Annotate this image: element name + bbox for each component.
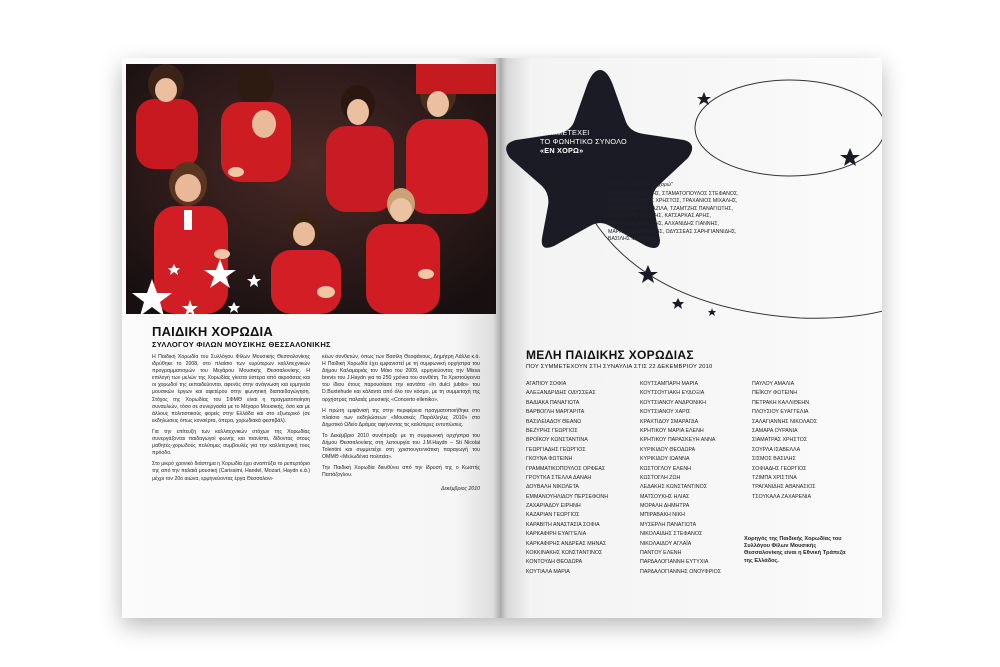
member-name: ΒΑΡΒΟΓΛΗ ΜΑΡΓΑΡΙΤΑ xyxy=(526,409,585,416)
member-name: ΚΟΥΤΣΟΥΓΙΑΚΗ ΕΥΔΟΞΙΑ xyxy=(640,390,705,397)
member-name: ΠΑΡΔΑΛΟΓΙΑΝΝΗΣ ΟΝΟΥΦΡΙΟΣ xyxy=(640,568,722,575)
ensemble-line: ΠΕΤΑΛΙΔΗΣ ΑΝΕΣΤΗΣ, ΑΛΧΑΝΙΔΗΣ ΓΙΑΝΝΗΣ, xyxy=(608,220,720,227)
member-name: ΤΣΟΥΚΑΛΑ ΖΑΧΑΡΕΝΙΑ xyxy=(752,493,812,500)
ensemble-line: ΒΑΣΙΛΗΣ ΜΕΕΙΤΙΔΗΣ xyxy=(608,236,660,243)
paragraph: Η πρώτη εμφάνισή της στην περιφέρεια πραγματοποιήθηκε στο πλαίσιο των εκδηλώσεων «Μουσικές Παράλληλες 2010» στο Δημοτικό Ωδείο Δράμας αφήνοντας τις καλύτερες εντυπώσεις. xyxy=(322,407,480,428)
member-name: ΣΙΣΜΟΣ ΒΑΣΙΛΗΣ xyxy=(752,456,796,463)
member-name: ΒΑΔΙΑΚΑ ΠΑΝΑΓΙΩΤΑ xyxy=(526,399,580,406)
member-name: ΚΟΥΤΣΙΑΝΟΥ ΑΝΔΡΟΝΙΚΗ xyxy=(640,399,706,406)
members-title: ΜΕΛΗ ΠΑΙΔΙΚΗΣ ΧΟΡΩΔΙΑΣ xyxy=(526,348,694,362)
member-name: ΤΡΑΓΑΝΙΔΗΣ ΑΘΑΝΑΣΙΟΣ xyxy=(752,484,816,491)
ensemble-heading-line: ΤΟ ΦΩΝΗΤΙΚΟ ΣΥΝΟΛΟ xyxy=(540,137,627,146)
member-name: ΣΑΜΑΡΑ ΟΥΡΑΝΙΑ xyxy=(752,427,798,434)
member-name: ΠΕΤΡΑΚΗ ΚΑΛΛΙΘΕΗΝ xyxy=(752,399,810,406)
sponsor-note: Χορηγός της Παιδικής Χορωδίας του Συλλόγου Φίλων Μουσικής Θεσσαλονίκης είναι η Εθνική Τράπεζα της Ελλάδος. xyxy=(744,536,846,564)
member-name: ΠΑΥΛΟΥ ΑΜΑΛΙΑ xyxy=(752,381,795,387)
member-name: ΠΕΪΚΟΥ ΦΩΤΕΙΝΗ xyxy=(752,390,798,397)
member-name: ΒΑΣΙΛΕΙΑΔΟΥ ΘΕΑΝΩ xyxy=(526,418,582,425)
member-name: ΜΠΙΡΑΒΑΚΗ ΝΙΚΗ xyxy=(640,512,685,519)
members-column-2 xyxy=(640,380,721,577)
paragraph: Το Δεκέμβριο 2010 συνέπραξε με τη συμφωνική ορχήστρα του Δήμου Θεσσαλονίκης στη λειτουργία του J.M.Haydn – Sti Nicolai Tolentini και συμμετείχε στη χριστουγεννιάτικη παραγωγή του ΟΜΜΘ «Μελωδένια πολιτεία». xyxy=(322,432,480,461)
left-page xyxy=(122,58,500,618)
choir-photo-illustration xyxy=(126,64,496,314)
member-name: ΒΡΟΪΚΟΥ ΚΩΝΣΤΑΝΤΙΝΑ xyxy=(526,437,588,444)
member-name: ΚΡΗΤΙΚΟΥ ΠΑΡΑΣΚΕΥΗ ΑΝΝΑ xyxy=(640,437,716,444)
members-column-3 xyxy=(752,380,817,502)
member-name: ΓΡΑΜΜΑΤΙΚΟΠΟΥΛΟΣ ΟΡΦΕΑΣ xyxy=(526,465,606,472)
ensemble-members xyxy=(608,182,838,244)
paragraph: Στο μικρό χρονικό διάστημα η Χορωδία έχει αναπτύξει το ρεπερτόριο της από την παλαιά μουσική (Carissimi, Handel, Mozart, Haydn κ.ά.) μέχρι τον 20ο αιώνα, ερμηνεύοντας έργα Θεσσαλονι- xyxy=(152,461,310,482)
member-name: ΤΖΙΜΠΑ ΧΡΙΣΤΙΝΑ xyxy=(752,474,797,481)
members-column-1 xyxy=(526,380,608,577)
member-name: ΑΓΑΠΙΟΥ ΣΟΦΙΑ xyxy=(526,381,567,387)
paragraph: κέων συνθετών, όπως των Βασίλη Θεοφάνους, Δημήτρη Λάλλα κ.ά. Η Παιδική Χορωδία έχει εμφανιστεί με τη συμφωνική ορχήστρα του Δήμου Καλαμαριάς τον Μάιο του 2009, ερμηνεύοντας την Missa brevis του J.Haydn για τα 250 χρόνια του συνθέτη. Τα Χριστούγεννα του ίδιου έτους παρουσίασε την καντάτα «In dulci jubilo» του D.Buxtehude και κάλαντα από όλο τον κόσμο, με τη συμμετοχή της ορχήστρας παλαιάς μουσικής «Concerto elleniko». xyxy=(322,354,480,403)
member-name: ΚΟΥΤΙΑΛΑ ΜΑΡΙΑ xyxy=(526,568,570,575)
member-name: ΚΟΝΤΟΥΔΗ ΘΕΟΔΩΡΑ xyxy=(526,559,583,566)
members-title-block xyxy=(526,348,713,370)
member-name: ΚΥΡΙΚΙΔΟΥ ΘΕΟΔΩΡΑ xyxy=(640,446,696,453)
member-name: ΛΕΔΑΚΗΣ ΚΩΝΣΤΑΝΤΙΝΟΣ xyxy=(640,484,707,491)
article-column-1 xyxy=(152,354,310,487)
member-name: ΜΥΣΕΡΛΗ ΠΑΝΑΓΙΩΤΑ xyxy=(640,521,697,528)
page-title: ΠΑΙΔΙΚΗ ΧΟΡΩΔΙΑ xyxy=(152,324,273,339)
ensemble-line: ΠΑΣΧΑΛΟΠΟΥΛΟΣ ΧΡΗΣΤΟΣ, ΤΡΑΧΑΝΙΟΣ ΜΙΧΑΛΗΣ, xyxy=(608,198,738,205)
member-name: ΠΑΝΤΟΥ ΕΛΕΝΗ xyxy=(640,550,682,557)
paragraph: Την Παιδική Χορωδία διευθύνει από την ίδρυσή της ο Κωστής Παπάζογλου. xyxy=(322,465,480,479)
member-name: ΝΙΚΟΛΑΙΔΟΥ ΑΓΛΑΪΑ xyxy=(640,540,692,547)
member-name: ΖΑΧΑΡΙΑΔΟΥ ΕΙΡΗΝΗ xyxy=(526,503,581,510)
member-name: ΣΑΛΑΓΙΑΝΝΗΣ ΝΙΚΟΛΑΟΣ xyxy=(752,418,818,425)
right-page xyxy=(500,58,882,618)
member-name: ΠΛΟΥΣΙΟΥ ΕΥΑΓΓΕΛΙΑ xyxy=(752,409,809,416)
ensemble-label: Φωνητικό σύνολο "εν χορώ" xyxy=(608,182,673,188)
member-name: ΚΟΥΤΣΙΑΝΟΥ ΧΑΡΙΣ xyxy=(640,409,691,416)
ensemble-line: ΜΑΡΚΟΣ ΒΑΛΑΒΑΝΗΣ, ΟΔΥΣΣΕΑΣ ΣΑΡΗΓΙΑΝΝΙΔΗΣ, xyxy=(608,228,737,235)
paragraph: Η Παιδική Χορωδία του Συλλόγου Φίλων Μουσικής Θεσσαλονίκης ιδρύθηκε το 2008, στο πλαίσιο των ευρύτερων καλλιτεχνικών προγραμματισμών του Μεγάρου Μουσικής Θεσσαλονίκης. Η επιλογή των μελών της Χορωδίας γίνεται ύστερα από ακροάσεις και οι χορωδοί της εκπαιδεύονται, αφενός στην ανάγνωση και ερμηνεία μουσικών έργων και αφετέρου στην φωνητική διαπαιδαγώγηση. Στόχος της Χορωδίας του ΣΦΜΘ είναι η πραγματοποίηση συναυλιών, τόσο σε συνεργασία με το Μέγαρο Μουσικής, όσο και με άλλους πολιτιστικούς φορείς στην Ελλάδα και στο εξωτερικό (σε εκδηλώσεις όπως κονσέρτα, όπερα, χορωδιακά φεστιβάλ). xyxy=(152,354,310,424)
member-name: ΠΑΡΔΑΛΟΓΙΑΝΝΗ ΕΥΤΥΧΙΑ xyxy=(640,559,709,566)
member-name: ΓΚΟΥΝΑ ΦΩΤΕΙΝΗ xyxy=(526,456,573,463)
member-name: ΕΜΜΑΝΟΥΗΛΙΔΟΥ ΠΕΡΣΕΦΟΝΗ xyxy=(526,493,609,500)
member-name: ΚΟΥΤΣΑΜΠΑΡΗ ΜΑΡΙΑ xyxy=(640,381,698,387)
ensemble-heading-line: «ΕΝ ΧΟΡΩ» xyxy=(540,146,584,155)
member-name: ΓΕΩΡΓΙΑΔΗΣ ΓΕΩΡΓΙΟΣ xyxy=(526,446,586,453)
member-name: ΚΑΖΑΡΙΑΝ ΓΕΩΡΓΙΟΣ xyxy=(526,512,580,519)
member-name: ΒΕΖΥΡΗΣ ΓΕΩΡΓΙΟΣ xyxy=(526,427,578,434)
member-name: ΚΟΚΚΙΝΑΚΗΣ ΚΩΝΣΤΑΝΤΙΝΟΣ xyxy=(526,550,603,557)
magazine-spread xyxy=(122,58,882,618)
member-name: ΜΑΤΣΟΥΚΗΣ ΗΛΙΑΣ xyxy=(640,493,690,500)
member-name: ΚΑΡΚΑΦΙΡΗ ΕΥΑΓΓΕΛΙΑ xyxy=(526,531,587,538)
member-name: ΚΥΡΙΚΙΔΟΥ ΙΩΑΝΝΑ xyxy=(640,456,690,463)
member-name: ΚΩΣΤΟΓΛΟΥ ΕΛΕΝΗ xyxy=(640,465,691,472)
ensemble-heading-line: ΣΥΜΜΕΤΕΧΕΙ xyxy=(540,128,590,137)
member-name: ΣΙΑΜΑΤΡΑΣ ΧΡΗΣΤΟΣ xyxy=(752,437,808,444)
ensemble-heading xyxy=(540,128,627,155)
choir-title-block xyxy=(152,324,482,349)
member-name: ΑΛΕΞΑΝΔΡΙΔΗΣ ΟΔΥΣΣΕΑΣ xyxy=(526,390,596,397)
page-gutter xyxy=(493,58,507,618)
member-name: ΜΟΡΑΛΗ ΔΗΜΗΤΡΑ xyxy=(640,503,690,510)
member-name: ΓΡΟΥΤΚΑ ΣΤΕΛΛΑ ΔΑΝΑΗ xyxy=(526,474,592,481)
member-name: ΚΡΗΤΙΚΟΥ ΜΑΡΙΑ ΕΛΕΝΗ xyxy=(640,427,704,434)
page-subtitle: ΣΥΛΛΟΓΟΥ ΦΙΛΩΝ ΜΟΥΣΙΚΗΣ ΘΕΣΣΑΛΟΝΙΚΗΣ xyxy=(152,340,331,349)
choir-photo xyxy=(126,64,496,314)
member-name: ΚΑΡΑΒΙΤΗ ΑΝΑΣΤΑΣΙΑ ΣΟΦΙΑ xyxy=(526,521,600,528)
member-name: ΚΑΡΚΑΦΙΡΗΣ ΑΝΔΡΕΑΣ ΜΗΝΑΣ xyxy=(526,540,607,547)
ensemble-line: ΣΤΕΦΑΝΟΜΑΡΟ ΓΑΖΙΛΑ, ΤΖΑΜΤΖΗΣ ΠΑΝΑΓΙΩΤΗΣ, xyxy=(608,205,733,212)
member-name: ΚΩΣΤΟΓΛΗ ΖΩΗ xyxy=(640,474,681,481)
paragraph: Για την επίτευξη των καλλιτεχνικών στόχων της Χορωδίας συνεργάζονται παιδαγωγοί φωνής και πιανίστα, δίδοντας στους μαθητές-χορωδούς πολύτιμες συμβουλές για την καλλιτεχνική τους πρόοδο. xyxy=(152,428,310,457)
ensemble-line: ΜΟΥΜΚΑΣ ΑΝΕΣΤΗΣ, ΣΤΑΜΑΤΟΠΟΥΛΟΣ ΣΤΕΦΑΝΟΣ, xyxy=(608,190,739,197)
signature-date: Δεκέμβριος 2010 xyxy=(441,485,480,492)
member-name: ΣΟΦΙΑΔΗΣ ΓΕΩΡΓΙΟΣ xyxy=(752,465,807,472)
member-name: ΣΟΥΡΛΑ ΙΣΑΒΕΛΛΑ xyxy=(752,446,801,453)
member-name: ΝΙΚΟΛΑΙΔΗΣ ΣΤΕΦΑΝΟΣ xyxy=(640,531,703,538)
article-column-2 xyxy=(322,354,480,493)
member-name: ΔΟΥΒΑΛΗ ΝΙΚΟΛΕΤΑ xyxy=(526,484,579,491)
member-name: ΚΡΑΧΤΙΔΟΥ ΣΜΑΡΑΓΔΑ xyxy=(640,418,699,425)
members-subtitle: ΠΟΥ ΣΥΜΜΕΤΕΧΟΥΝ ΣΤΗ ΣΥΝΑΥΛΙΑ ΣΤΙΣ 22 ΔΕΚΕΜΒΡΙΟΥ 2010 xyxy=(526,364,713,370)
ensemble-line: ΚΑΤΣΑΡΚΑΣ ΓΙΑΝΝΗΣ, ΚΑΤΣΑΡΚΑΣ ΑΡΗΣ, xyxy=(608,213,711,220)
